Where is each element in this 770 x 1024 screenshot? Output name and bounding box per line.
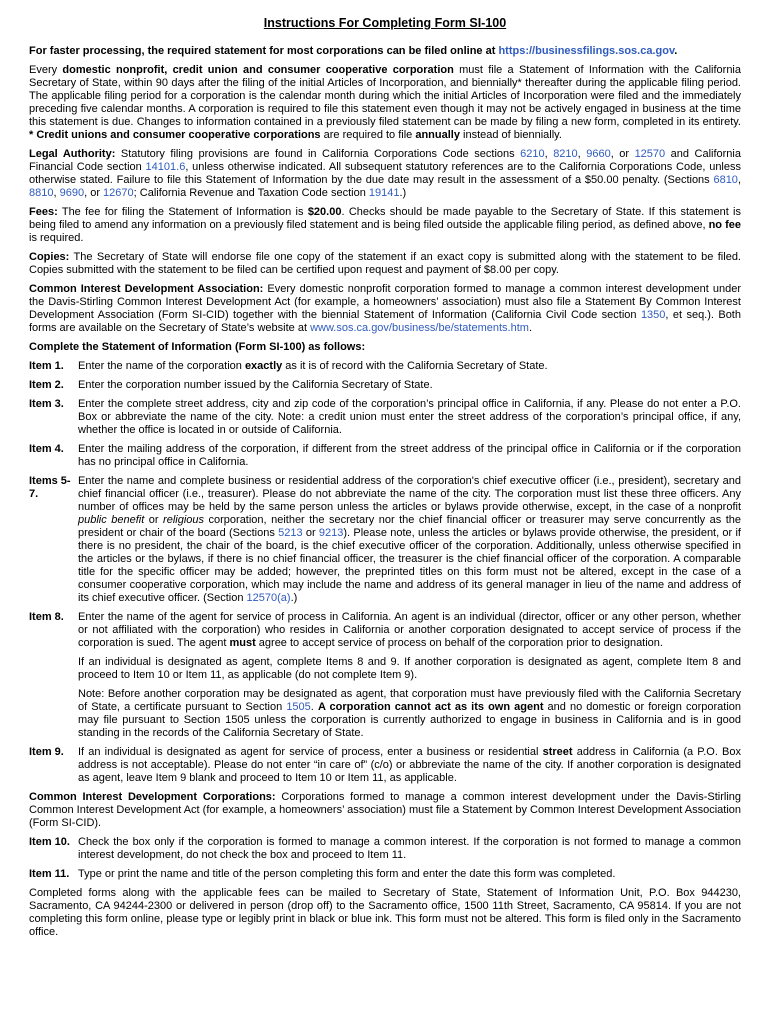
item-label: Item 3.	[29, 398, 64, 410]
paragraph-text	[78, 443, 741, 469]
paragraph-text	[29, 283, 741, 335]
text-run: and California Financial Code section	[29, 148, 741, 173]
instruction-item	[29, 475, 741, 605]
paragraph	[29, 206, 741, 245]
text-run: ). Please note, unless the articles or bylaws provide otherwise, the president, or if there is no president, the chair of the board, is the chief executive officer of the corporation. Additionally, unless otherwise specified in the articles or the bylaws, if there is no chief financial officer, the treasurer is the chief financial officer of the corporation. A comparable title for the specific officer may be added; however, the preprinted titles on this form must not be altered, except in the case of a consumer cooperative corporation, which may include the name and address of its general manager in lieu of the name and address of its chief executive officer. (Section	[78, 527, 741, 604]
text-run: Common Interest Development Association:	[29, 283, 264, 295]
paragraph	[29, 45, 741, 58]
link-section-6210[interactable]: 6210	[520, 148, 545, 160]
text-run: Note: Before another corporation may be designated as agent, that corporation must have previously filed with the California Secretary of State, a certificate pursuant to Section	[78, 688, 741, 713]
paragraph-text	[29, 791, 741, 830]
paragraph	[29, 283, 741, 335]
text-run: ,	[577, 148, 587, 160]
paragraph	[29, 148, 741, 200]
link-section-8810[interactable]: 8810	[29, 187, 54, 199]
text-run: Check the box only if the corporation is formed to manage a common interest. If the corporation is not formed to manage a common interest development, do not check the box and proceed to Item 11.	[78, 836, 741, 861]
instruction-item	[29, 379, 741, 392]
link-section-5213[interactable]: 5213	[278, 527, 303, 539]
text-run: .	[674, 45, 678, 57]
instruction-item	[29, 443, 741, 469]
text-run: as it is of record with the California Secretary of State.	[282, 360, 548, 372]
text-run: , or	[84, 187, 104, 199]
text-run: . Checks should be made payable to the Secretary of State. If this statement is being filed to amend any information on a previously filed statement and is being filed outside the applicable filing period, as defined above,	[29, 206, 741, 231]
text-run: Statutory filing provisions are found in California Corporations Code sections	[115, 148, 521, 160]
instruction-item	[29, 611, 741, 740]
paragraph-text	[78, 611, 741, 650]
text-run: Enter the name of the agent for service of process in California. An agent is an individual (director, officer or any other person, whether or not affiliated with the corporation) who resides in California or another corporation designated to accept service of process if the corporation is sued. The agent	[78, 611, 741, 649]
text-run: ,	[53, 187, 60, 199]
text-run: address in California (a P.O. Box address is not acceptable). Please do not enter “in care of” (c/o) or abbreviate the name of the city. If another corporation is designated as agent, leave Item 9 blank and proceed to Item 10 or Item 11, as applicable.	[78, 746, 741, 784]
link-businessfilings-url[interactable]: https://businessfilings.sos.ca.gov	[498, 45, 675, 57]
item-text	[78, 443, 741, 469]
text-run: Enter the name and complete business or residential address of the corporation's chief executive officer (i.e., president), secretary and chief financial officer (i.e., treasurer). Please do not abbreviate the name of the city. The corporation must list these three officers. Any number of offices may be held by the same person unless the articles or bylaws provide otherwise, except, in the case of a nonprofit	[78, 475, 741, 513]
text-run: Enter the name of the corporation	[78, 360, 245, 372]
link-section-12570a[interactable]: 12570(a)	[246, 592, 291, 604]
text-run: Type or print the name and title of the person completing this form and enter the date this form was completed.	[78, 868, 616, 880]
item-label: Items 5-7.	[29, 475, 71, 500]
text-run: public benefit	[78, 514, 145, 526]
text-run: .	[528, 322, 533, 334]
item-text	[78, 475, 741, 605]
link-section-12570[interactable]: 12570	[634, 148, 666, 160]
paragraph-text	[78, 836, 741, 862]
item-text	[78, 746, 741, 785]
text-run: Completed forms along with the applicable fees can be mailed to Secretary of State, Statement of Information Unit, P.O. Box 944230, Sacramento, CA 94244-2300 or delivered in person (drop off) to the Sacramento office, 1500 11th Street, Sacramento, CA 95814. If you are not completing this form online, please type or legibly print in black or blue ink. This form must not be altered. This form is filed only in the Sacramento office.	[29, 887, 741, 938]
paragraph-text	[78, 398, 741, 437]
paragraph-text	[29, 45, 741, 58]
item-text	[78, 360, 741, 373]
text-run: instead of biennially.	[459, 129, 562, 141]
item-label: Item 2.	[29, 379, 64, 391]
text-run: no fee	[708, 219, 741, 231]
link-section-9213[interactable]: 9213	[318, 527, 344, 539]
text-run: Every	[29, 64, 63, 76]
item-label: Item 8.	[29, 611, 64, 623]
text-run: For faster processing, the required statement for most corporations can be filed online at	[29, 45, 499, 57]
link-section-6810[interactable]: 6810	[713, 174, 738, 186]
text-run: are required to file	[320, 129, 416, 141]
link-section-9660[interactable]: 9660	[586, 148, 611, 160]
text-run: is required.	[29, 232, 84, 244]
text-run: ,	[737, 174, 741, 186]
instruction-item	[29, 836, 741, 862]
link-section-9690[interactable]: 9690	[59, 187, 85, 199]
instruction-item	[29, 398, 741, 437]
text-run: agree to accept service of process on behalf of the corporation prior to designation.	[255, 637, 663, 649]
paragraph-text	[78, 868, 741, 881]
paragraph-text	[78, 656, 741, 682]
text-run: and no domestic or foreign corporation may file pursuant to Section 1505 unless the corporation is currently authorized to engage in business in California and is in good standing in the records of the California Secretary of State.	[78, 701, 741, 739]
text-run: Enter the mailing address of the corporation, if different from the street address of the principal office in California or if the corporation has no principal office in California.	[78, 443, 741, 468]
text-run: Every domestic nonprofit corporation formed to manage a common interest development under the Davis-Stirling Common Interest Development Act (for example, a homeowners’ association) must also file a Statement By Common Interest Development Association (Form SI-CID) together with the biennial Statement of Information (California Civil Code section	[29, 283, 741, 321]
item-label: Item 10.	[29, 836, 70, 848]
instruction-item	[29, 360, 741, 373]
text-run: ; California Revenue and Taxation Code section	[133, 187, 369, 199]
link-sos-statements-url[interactable]: www.sos.ca.gov/business/be/statements.htm	[310, 322, 529, 334]
paragraph-text	[78, 688, 741, 740]
text-run: The Secretary of State will endorse file one copy of the statement if an exact copy is submitted along with the statement to be filed. Copies submitted with the statement to be filed can be certified upon request and payment of $8.00 per copy.	[29, 251, 741, 276]
item-label: Item 11.	[29, 868, 70, 880]
item-label: Item 9.	[29, 746, 64, 758]
paragraph-text	[29, 251, 741, 277]
paragraph-text	[29, 887, 741, 939]
text-run: or	[302, 527, 319, 539]
text-run: , et seq.). Both forms are available on the Secretary of State’s website at	[29, 309, 741, 334]
text-run: .	[310, 701, 318, 713]
text-run: Common Interest Development Corporations:	[29, 791, 276, 803]
paragraph	[29, 791, 741, 830]
text-run: or	[144, 514, 164, 526]
item-text	[78, 611, 741, 740]
text-run: Complete the Statement of Information (Form SI-100) as follows:	[29, 341, 366, 353]
text-run: Corporations formed to manage a common interest development under the Davis-Stirling Common Interest Development Act (for example, a homeowners’ association) must file a Statement by Common Interest Development Association (Form SI-CID).	[29, 791, 742, 829]
paragraph	[29, 251, 741, 277]
text-run: must file a Statement of Information with the California Secretary of State, within 90 days after the filing of the initial Articles of Incorporation, and biennially* thereafter during the applicable filing period. The applicable filing period for a corporation is the calendar month during which the initial Articles of Incorporation were filed and the immediately preceding five calendar months. A corporation is required to file this statement even though it may not be actively engaged in business at the time this statement is due. Changes to information contained in a previously filed statement can be made by filing a new form, completed in its entirety.	[29, 64, 741, 128]
paragraph-text	[29, 206, 741, 245]
text-run: If an individual is designated as agent, complete Items 8 and 9. If another corporation is designated as agent, complete Item 8 and proceed to Item 10 or Item 11, as applicable (do not complete Item 9).	[78, 656, 741, 681]
instruction-item	[29, 868, 741, 881]
paragraph-text	[78, 475, 741, 605]
document-title: Instructions For Completing Form SI-100	[263, 16, 507, 30]
paragraph	[29, 341, 741, 354]
text-run: The fee for filing the Statement of Information is	[57, 206, 308, 218]
text-run: Enter the complete street address, city and zip code of the corporation’s principal office in California, if any. Please do not enter a P.O. Box or abbreviate the name of the city. Note: a credit union must enter the street address of the corporation’s principal office, if any, whether the office is located in or outside of California.	[78, 398, 741, 436]
paragraph-text	[78, 746, 741, 785]
text-run: A corporation cannot act as its own agent	[317, 701, 544, 713]
link-section-19141[interactable]: 19141	[368, 187, 400, 199]
instruction-item	[29, 746, 741, 785]
link-section-14101-6[interactable]: 14101.6	[145, 161, 186, 173]
paragraph-text	[29, 64, 741, 142]
item-text	[78, 379, 741, 392]
text-run: must	[229, 637, 256, 649]
paragraph	[29, 64, 741, 142]
text-run: .)	[290, 592, 298, 604]
paragraph-text	[78, 379, 741, 392]
text-run: .)	[399, 187, 407, 199]
text-run: * Credit unions and consumer cooperative corporations	[29, 129, 321, 141]
link-section-12670[interactable]: 12670	[103, 187, 134, 199]
text-run: domestic nonprofit, credit union and consumer cooperative corporation	[62, 64, 454, 76]
text-run: , unless otherwise indicated. All subsequent statutory references are to the California Corporations Code, unless otherwise stated. Failure to file this Statement of Information by the due date may result in the assessment of a $50.00 penalty. (Sections	[29, 161, 741, 186]
paragraph	[29, 887, 741, 939]
text-run: Legal Authority:	[29, 148, 116, 160]
item-text	[78, 398, 741, 437]
text-run: $20.00	[307, 206, 342, 218]
link-section-1505[interactable]: 1505	[286, 701, 311, 713]
paragraph-text	[29, 148, 741, 200]
text-run: , or	[610, 148, 635, 160]
document-body	[29, 45, 741, 939]
text-run: religious	[163, 514, 205, 526]
text-run: Enter the corporation number issued by the California Secretary of State.	[78, 379, 433, 391]
text-run: corporation, neither the secretary nor the chief financial officer or treasurer may serve concurrently as the president or chair of the board (Sections	[78, 514, 741, 539]
paragraph-text	[78, 360, 741, 373]
text-run: Copies:	[29, 251, 70, 263]
text-run: ,	[544, 148, 554, 160]
text-run: exactly	[244, 360, 283, 372]
text-run: Fees:	[29, 206, 58, 218]
item-text	[78, 836, 741, 862]
item-text	[78, 868, 741, 881]
text-run: If an individual is designated as agent for service of process, enter a business or residential	[78, 746, 543, 758]
text-run: street	[542, 746, 573, 758]
link-section-8210[interactable]: 8210	[553, 148, 578, 160]
link-section-1350[interactable]: 1350	[640, 309, 666, 321]
paragraph-text	[29, 341, 741, 354]
item-label: Item 4.	[29, 443, 64, 455]
item-label: Item 1.	[29, 360, 64, 372]
text-run: annually	[415, 129, 460, 141]
